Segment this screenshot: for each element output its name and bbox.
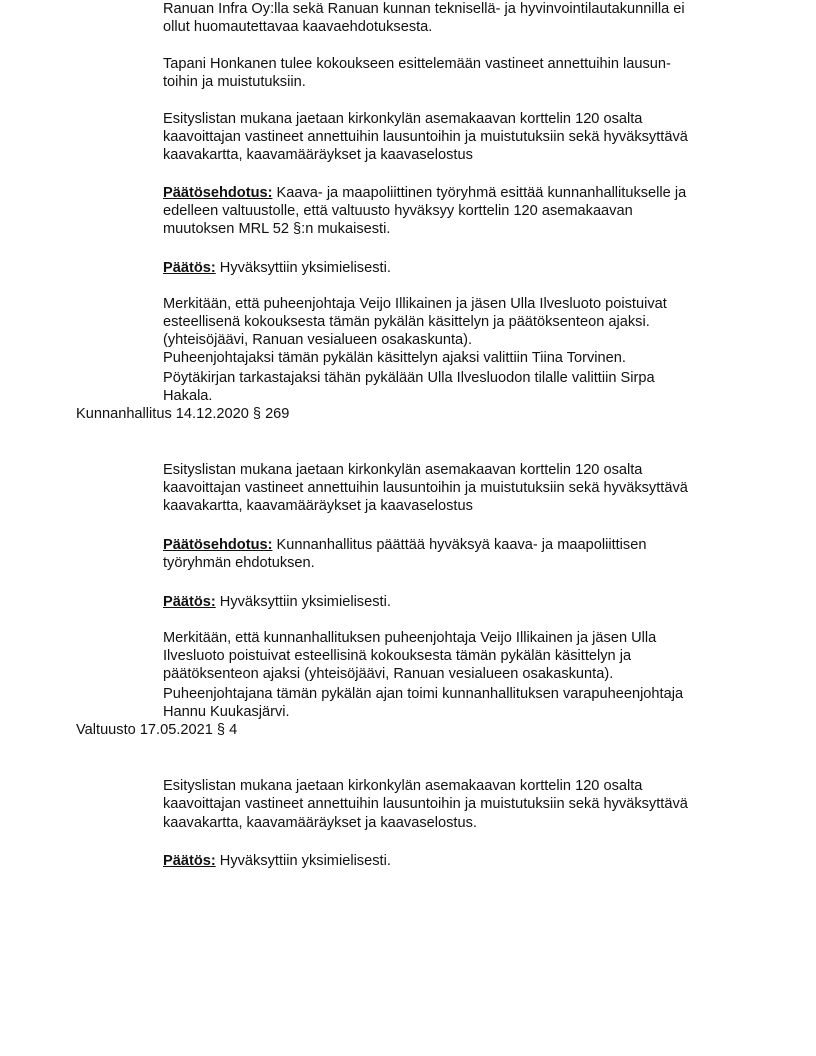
note-line: päätöksenteon ajaksi (yhteisöjäävi, Ranuan vesialueen osakaskunta).	[163, 666, 614, 682]
proposal-line: muutoksen MRL 52 §:n mukaisesti.	[163, 221, 391, 237]
paragraph-line: toihin ja muistutuksiin.	[163, 74, 306, 90]
decision-line	[163, 259, 391, 277]
proposal-line: työryhmän ehdotuksen.	[163, 555, 315, 571]
paragraph-line: kaavakartta, kaavamääräykset ja kaavaselostus	[163, 147, 473, 163]
note-line: (yhteisöjäävi, Ranuan vesialueen osakaskunta).	[163, 332, 473, 348]
paragraph-line: Ranuan Infra Oy:lla sekä Ranuan kunnan teknisellä- ja hyvinvointilautakunnilla ei	[163, 1, 685, 17]
decision-label: Päätös:	[163, 594, 216, 610]
note-line: Merkitään, että puheenjohtaja Veijo Illikainen ja jäsen Ulla Ilvesluoto poistuivat	[163, 296, 667, 312]
section-heading: Valtuusto 17.05.2021 § 4	[76, 722, 238, 738]
proposal-line: edelleen valtuustolle, että valtuusto hyväksyy korttelin 120 asemakaavan	[163, 203, 633, 219]
note-line: Hakala.	[163, 388, 213, 404]
paragraph-line: Esityslistan mukana jaetaan kirkonkylän asemakaavan korttelin 120 osalta	[163, 778, 643, 794]
paragraph-line: ollut huomautettavaa kaavaehdotuksesta.	[163, 19, 433, 35]
decision-text: Hyväksyttiin yksimielisesti.	[215, 594, 391, 610]
paragraph-line: Esityslistan mukana jaetaan kirkonkylän asemakaavan korttelin 120 osalta	[163, 462, 643, 478]
note-line: Puheenjohtajana tämän pykälän ajan toimi kunnanhallituksen varapuheenjohtaja	[163, 686, 684, 702]
proposal-label: Päätösehdotus:	[163, 537, 273, 553]
paragraph-line: Esityslistan mukana jaetaan kirkonkylän asemakaavan korttelin 120 osalta	[163, 111, 643, 127]
note-line: Pöytäkirjan tarkastajaksi tähän pykälään Ulla Ilvesluodon tilalle valittiin Sirpa	[163, 370, 655, 386]
paragraph-line: kaavoittajan vastineet annettuihin lausuntoihin ja muistutuksiin sekä hyväksyttävä	[163, 480, 688, 496]
note-line: esteellisenä kokouksesta tämän pykälän käsittelyn ja päätöksenteon ajaksi.	[163, 314, 650, 330]
decision-line	[163, 593, 391, 611]
decision-text: Hyväksyttiin yksimielisesti.	[215, 853, 391, 869]
note-line: Hannu Kuukasjärvi.	[163, 704, 290, 720]
proposal-label: Päätösehdotus:	[163, 185, 273, 201]
paragraph-line: kaavakartta, kaavamääräykset ja kaavaselostus	[163, 498, 473, 514]
decision-label: Päätös:	[163, 853, 216, 869]
proposal-text: Kunnanhallitus päättää hyväksyä kaava- ja maapoliittisen	[272, 537, 647, 553]
paragraph-line: kaavakartta, kaavamääräykset ja kaavaselostus.	[163, 815, 477, 831]
paragraph-line: kaavoittajan vastineet annettuihin lausuntoihin ja muistutuksiin sekä hyväksyttävä	[163, 129, 688, 145]
decision-text: Hyväksyttiin yksimielisesti.	[215, 260, 391, 276]
note-line: Ilvesluoto poistuivat esteellisinä kokouksesta tämän pykälän käsittelyn ja	[163, 648, 632, 664]
paragraph-line: kaavoittajan vastineet annettuihin lausuntoihin ja muistutuksiin sekä hyväksyttävä	[163, 796, 688, 812]
decision-label: Päätös:	[163, 260, 216, 276]
proposal-line	[163, 184, 686, 202]
paragraph-line: Tapani Honkanen tulee kokoukseen esittelemään vastineet annettuihin lausun-	[163, 56, 671, 72]
note-line: Merkitään, että kunnanhallituksen puheenjohtaja Veijo Illikainen ja jäsen Ulla	[163, 630, 657, 646]
note-line: Puheenjohtajaksi tämän pykälän käsittelyn ajaksi valittiin Tiina Torvinen.	[163, 350, 626, 366]
proposal-text: Kaava- ja maapoliittinen työryhmä esittää kunnanhallitukselle ja	[272, 185, 687, 201]
proposal-line	[163, 536, 646, 554]
section-heading: Kunnanhallitus 14.12.2020 § 269	[76, 406, 290, 422]
decision-line	[163, 852, 391, 870]
